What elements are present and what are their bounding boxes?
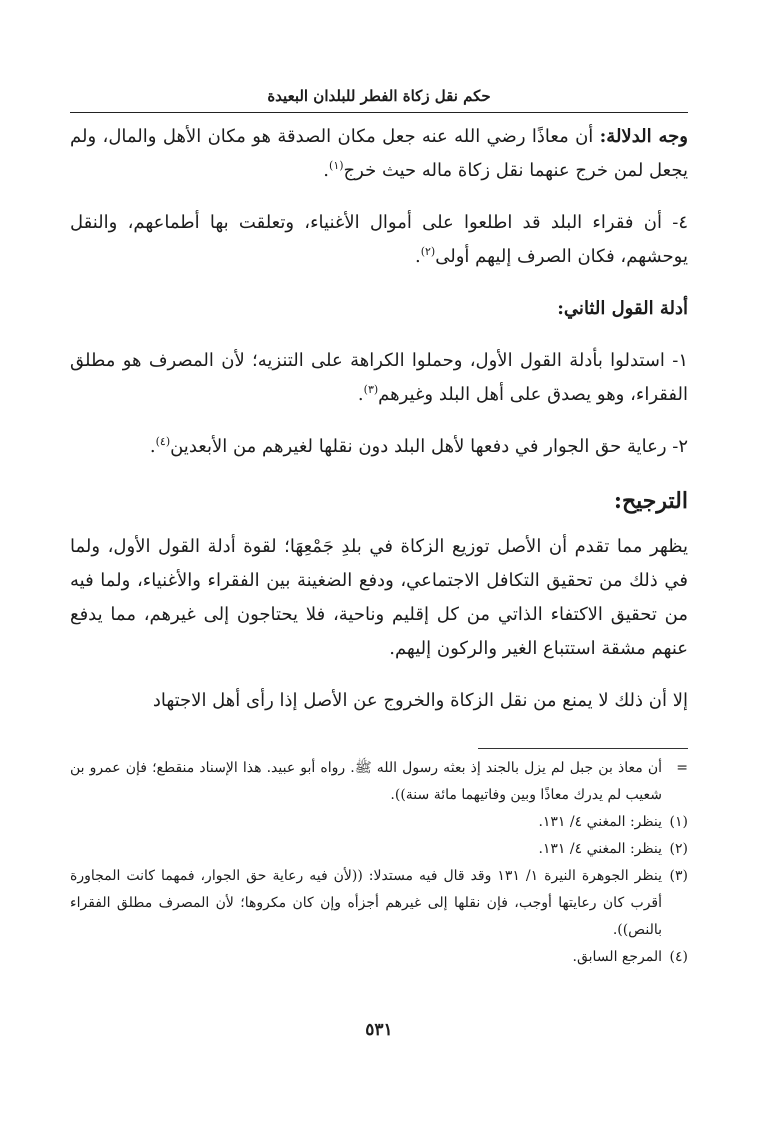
paragraph-text: ٤- أن فقراء البلد قد اطلعوا على أموال الأغنياء، وتعلقت بها أطماعهم، والنقل يوحشهم، فكان الصرف إليهم أولى: [70, 212, 688, 267]
running-header-title: حكم نقل زكاة الفطر للبلدان البعيدة: [267, 87, 491, 105]
paragraph-point-1: ١- استدلوا بأدلة القول الأول، وحملوا الكراهة على التنزيه؛ لأن المصرف هو مطلق الفقراء، وهو يصدق على أهل البلد وغيرهم$^{(٣)}$.: [70, 350, 688, 405]
footnote-ref: (٤): [155, 435, 171, 448]
footnote-1: [70, 809, 688, 836]
footnote-text: ينظر: المغني ٤/ ١٣١.: [538, 841, 662, 857]
footnotes-section: [70, 748, 688, 971]
footnote-text: ينظر الجوهرة النيرة ١/ ١٣١ وقد قال فيه مستدلا: ((لأن فيه رعاية حق الجوار، فمهما كانت المجاورة أقرب كان رعايتها أوجب، فإن نقلها إلى غيرهم أجزأه وإن كان مكروها؛ لأن المصرف مطلق الفقراء بالنص)).: [70, 868, 663, 938]
footnote-text: المرجع السابق.: [572, 949, 662, 965]
footnote-mark: (٤): [669, 949, 688, 965]
section-heading-preference: الترجيح:: [613, 488, 688, 514]
footnote-text: ينظر: المغني ٤/ ١٣١.: [538, 814, 662, 830]
footnote-text: أن معاذ بن جبل لم يزل بالجند إذ بعثه رسول الله ﷺ. رواه أبو عبيد. هذا الإسناد منقطع؛ فإن عمرو بن شعيب لم يدرك معاذًا وبين وفاتيهما مائة سنة)).: [70, 760, 662, 803]
footnote-3: [70, 863, 688, 944]
footnote-mark: (٢): [669, 841, 688, 857]
paragraph-point-2: ٢- رعاية حق الجوار في دفعها لأهل البلد دون نقلها لغيرهم من الأبعدين$^{(٤)}$.: [149, 435, 688, 457]
paragraph-evidence-aspect: وجه الدلالة: أن معاذًا رضي الله عنه جعل مكان الصدقة هو مكان الأهل والمال، ولم يجعل لمن خرج عنهما نقل زكاة ماله حيث خرج$^{(١)}$.: [70, 126, 689, 181]
footnote-4: [70, 944, 688, 971]
paragraph-preference: يظهر مما تقدم أن الأصل توزيع الزكاة في بلدِ جَمْعِهَا؛ لقوة أدلة القول الأول، ولما في ذلك من تحقيق التكافل الاجتماعي، ودفع الضغينة بين الفقراء والأغنياء، ولما فيه من تحقيق الاكتفاء الذاتي من كل إقليم وناحية، فلا يحتاجون إلى غيرهم، مما يدفع عنهم مشقة استتباع الغير والركون إليهم.: [70, 536, 688, 659]
footnote-divider: [478, 748, 688, 749]
footnote-continuation: [70, 755, 688, 809]
footnote-mark: =: [676, 760, 688, 776]
paragraph-exception: إلا أن ذلك لا يمنع من نقل الزكاة والخروج عن الأصل إذا رأى أهل الاجتهاد: [152, 690, 688, 711]
footnote-ref: (٢): [420, 245, 436, 258]
footnote-mark: (١): [669, 814, 688, 830]
section-heading-second-opinion: أدلة القول الثاني:: [557, 298, 688, 319]
footnote-mark: (٣): [669, 868, 688, 884]
page-number: ٥٣١: [365, 1020, 393, 1040]
footnote-ref: (١): [329, 159, 344, 172]
paragraph-text: أن معاذًا رضي الله عنه جعل مكان الصدقة هو مكان الأهل والمال، ولم يجعل لمن خرج عنهما نقل زكاة ماله حيث خرج: [70, 126, 688, 181]
paragraph-text: ١- استدلوا بأدلة القول الأول، وحملوا الكراهة على التنزيه؛ لأن المصرف هو مطلق الفقراء، وهو يصدق على أهل البلد وغيرهم: [70, 350, 688, 405]
running-header: [70, 80, 688, 113]
paragraph-point-4: ٤- أن فقراء البلد قد اطلعوا على أموال الأغنياء، وتعلقت بها أطماعهم، والنقل يوحشهم، فكان الصرف إليهم أولى$^{(٢)}$.: [70, 212, 688, 267]
evidence-aspect-label: وجه الدلالة:: [599, 126, 689, 147]
footnote-2: [70, 836, 688, 863]
main-text: [70, 120, 688, 736]
footnote-ref: (٣): [363, 383, 379, 396]
paragraph-text: ٢- رعاية حق الجوار في دفعها لأهل البلد دون نقلها لغيرهم من الأبعدين: [170, 436, 688, 457]
